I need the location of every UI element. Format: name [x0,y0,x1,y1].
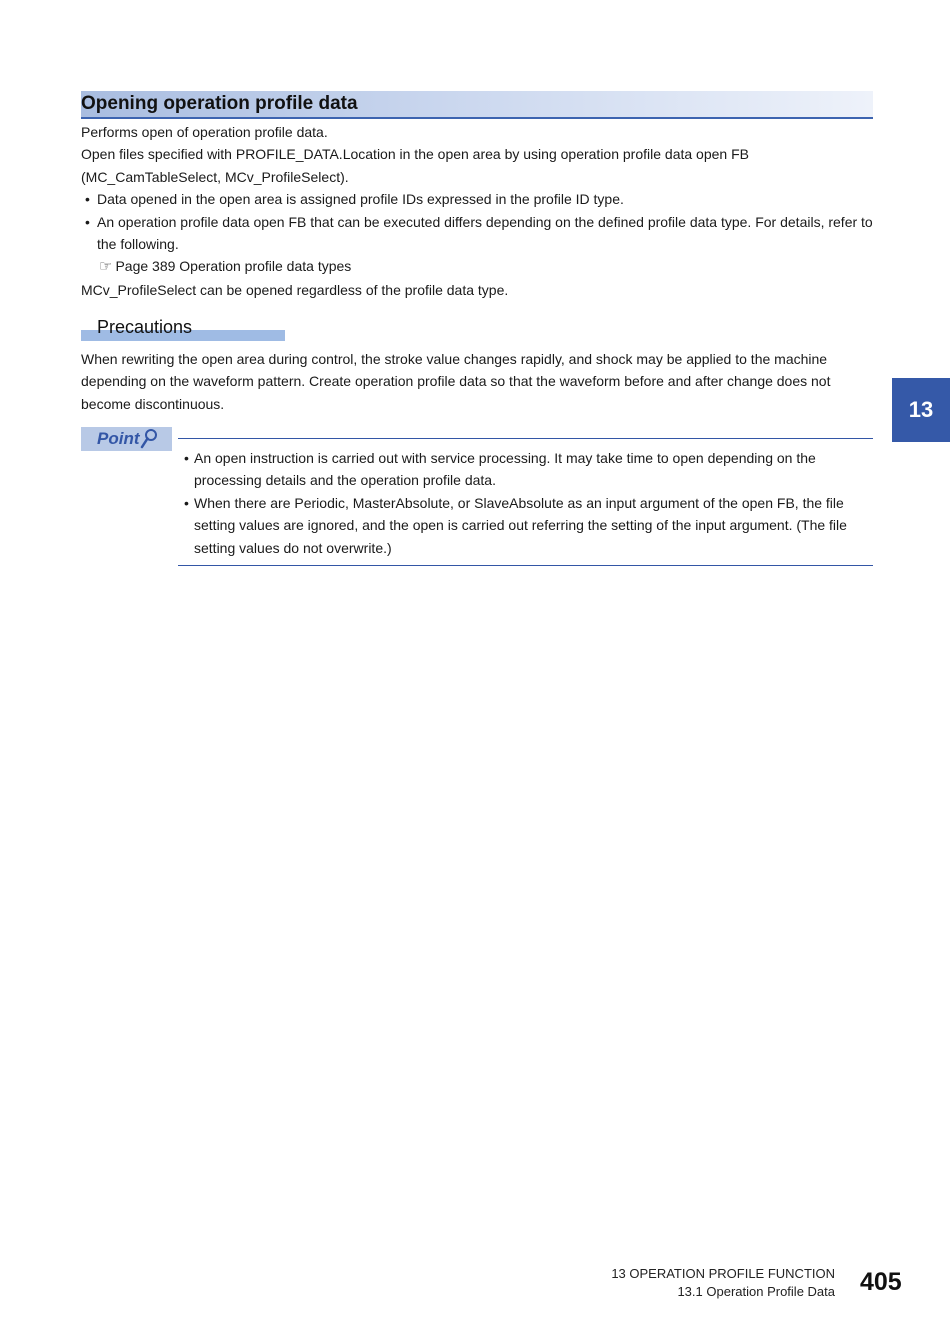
page-reference[interactable] [81,255,881,278]
precautions-text: When rewriting the open area during control, the stroke value changes rapidly, and shock may be applied to the machine depending on the waveform pattern. Create operation profile data so that the waveform before and after change does not become discontinuous. [81,351,831,412]
list-item: • An open instruction is carried out with service processing. It may take time to open depending on the processing details and the operation profile data. [184,447,872,492]
section-heading [81,91,873,119]
list-item: • When there are Periodic, MasterAbsolute, or SlaveAbsolute as an input argument of the open FB, the file setting values are ignored, and the open is carried out referring the setting of the input argument. (The file setting values do not overwrite.) [184,492,872,559]
page-reference-text: Page 389 Operation profile data types [115,258,352,275]
footer-section: 13.1 Operation Profile Data [677,1284,835,1299]
magnifier-icon [139,428,159,450]
section-heading-text: Opening operation profile data [81,93,358,114]
point-badge [81,427,172,451]
point-list [184,447,872,559]
footer-chapter: 13 OPERATION PROFILE FUNCTION [611,1266,835,1281]
chapter-tab[interactable]: 13 [892,378,950,442]
pointing-hand-icon: ☞ [99,258,113,276]
precautions-block [81,348,871,415]
precautions-heading [81,314,285,342]
point-box [178,438,873,566]
intro-line-2: Open files specified with PROFILE_DATA.Location in the open area by using operation profile data open FB (MC_CamTableSelect, MCv_ProfileSelect). [81,146,749,185]
precautions-heading-label: Precautions [97,317,193,337]
intro-line-1: Performs open of operation profile data. [81,124,328,140]
intro-block [81,121,881,301]
list-item: • An operation profile data open FB that can be executed differs depending on the defined profile data type. For details, refer to the following. [81,211,873,256]
point-badge-label: Point [97,429,140,448]
list-item: • Data opened in the open area is assigned profile IDs expressed in the profile ID type. [81,188,873,210]
intro-line-3: MCv_ProfileSelect can be opened regardless of the profile data type. [81,281,509,298]
page-number: 405 [860,1268,902,1296]
intro-bullets [81,188,873,255]
